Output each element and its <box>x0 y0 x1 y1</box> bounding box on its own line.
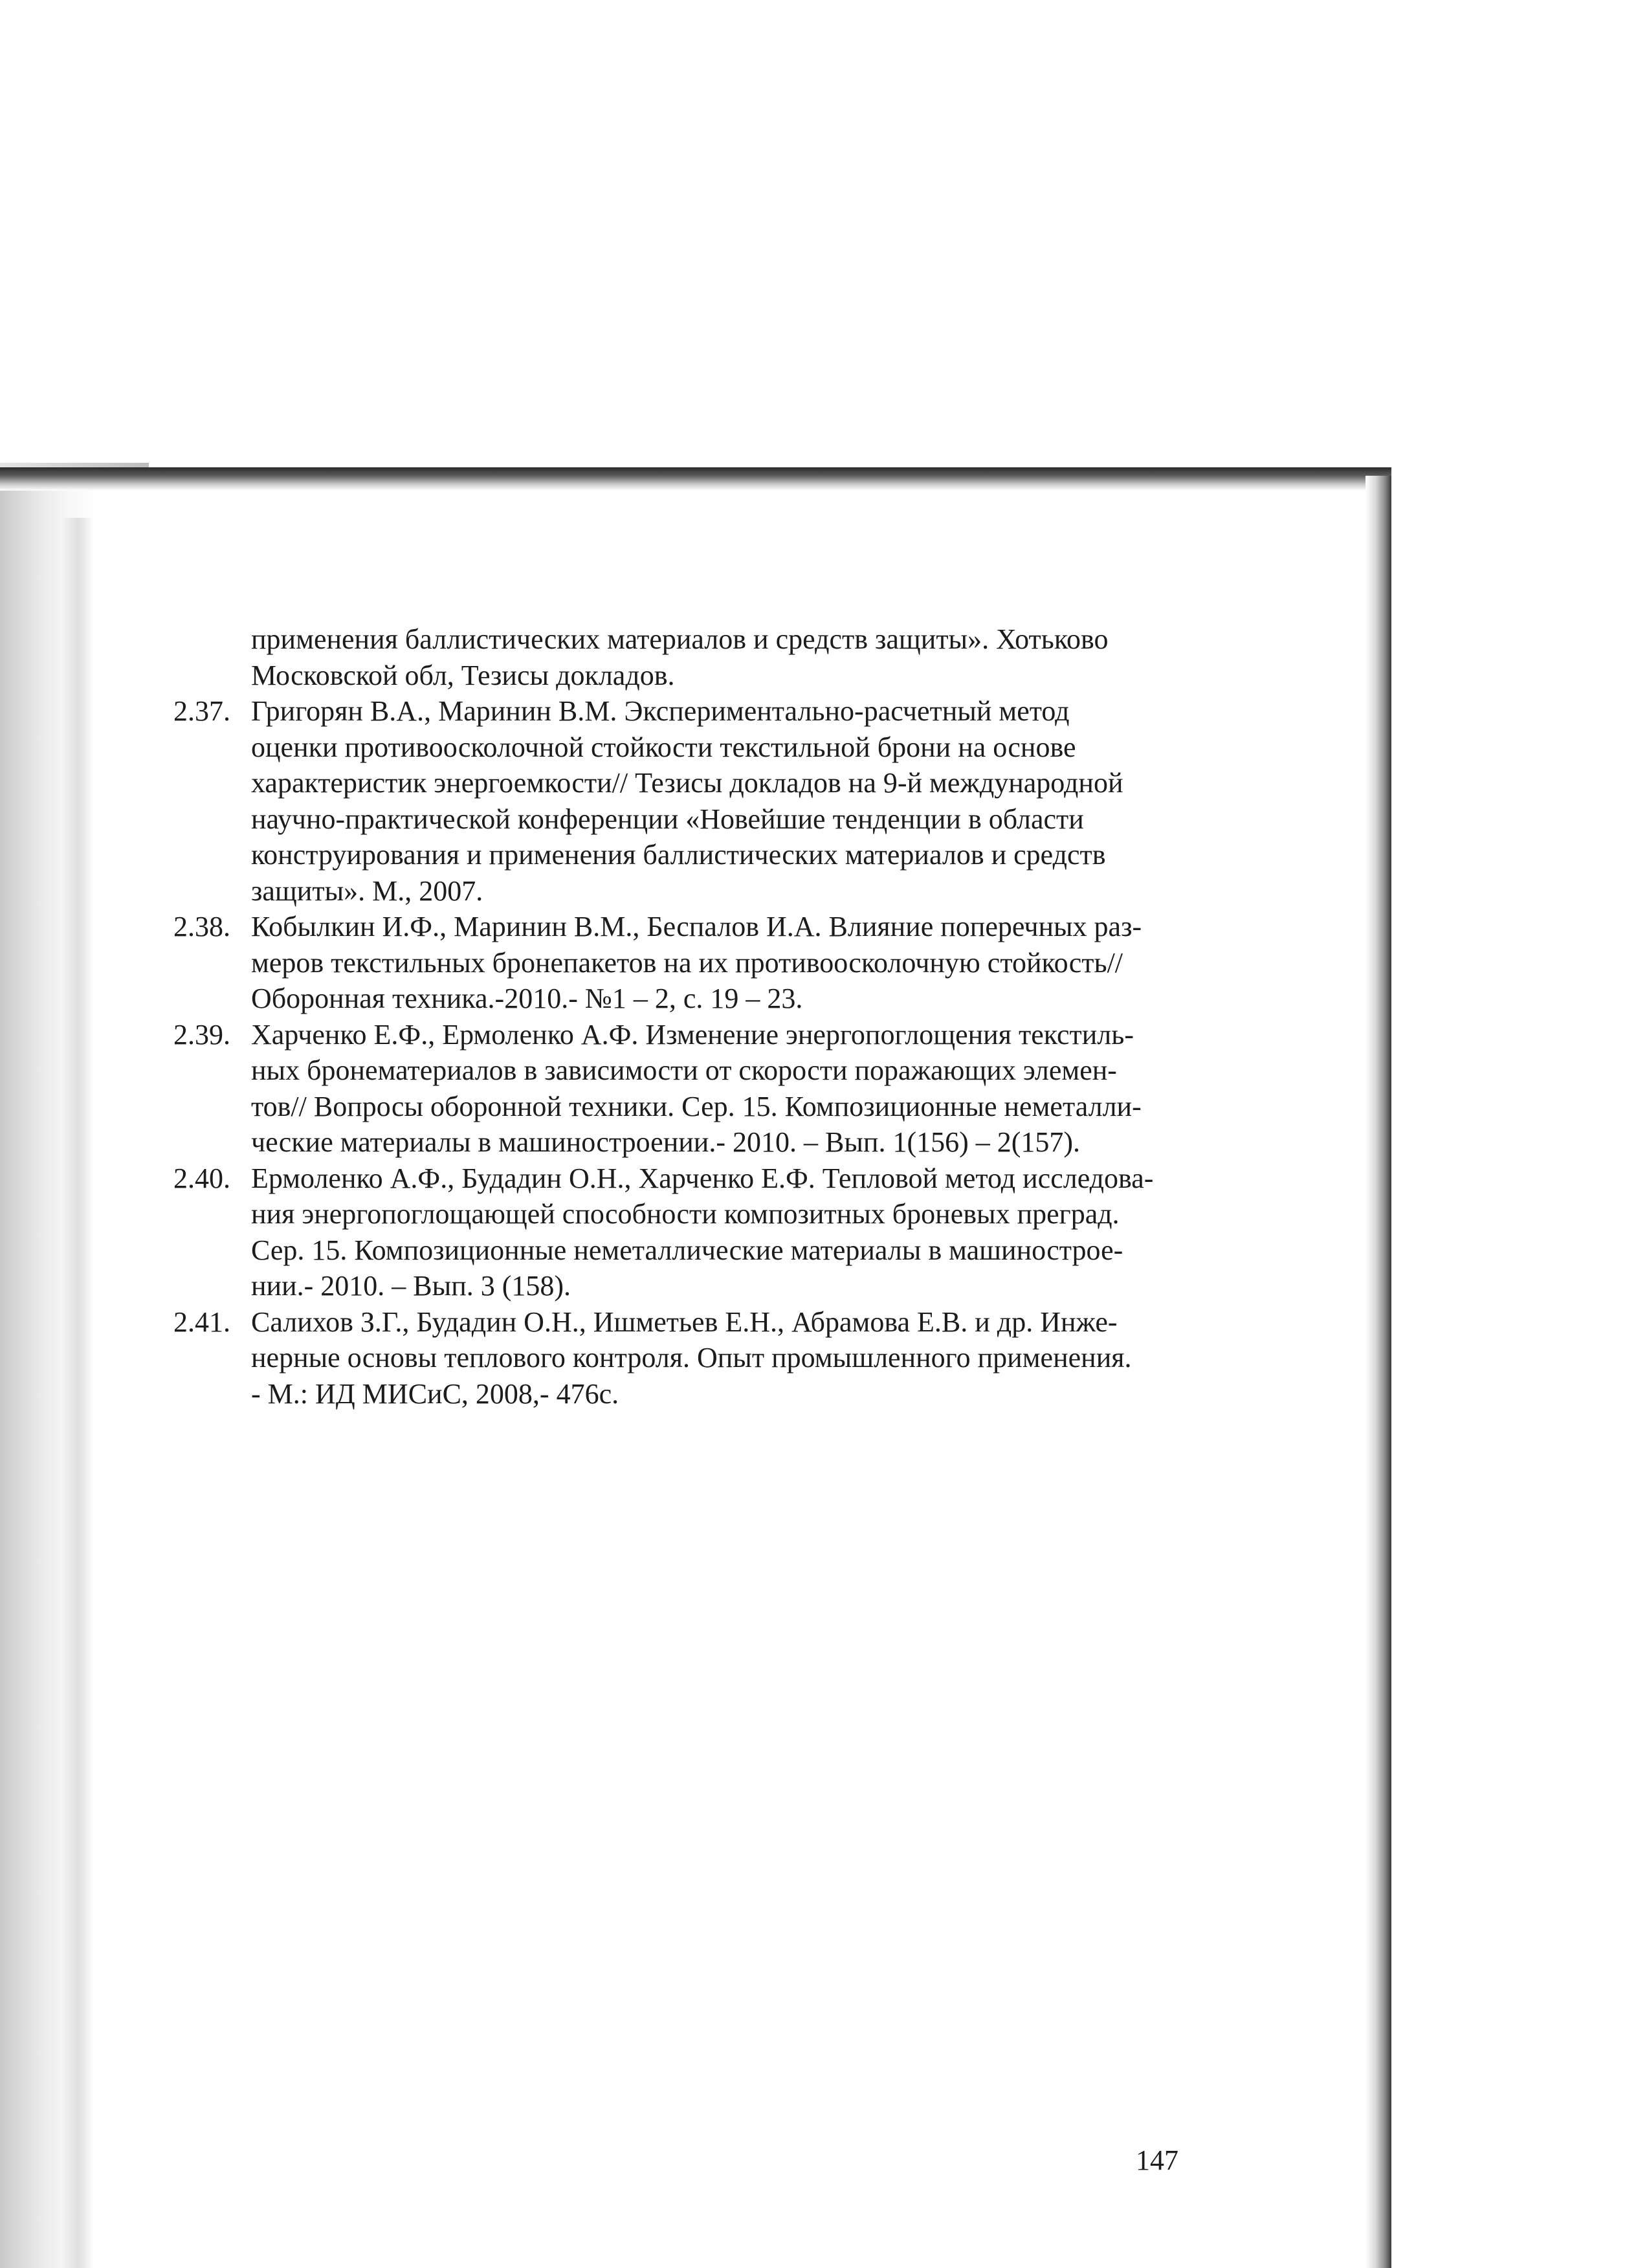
reference-line: Ермоленко А.Ф., Будадин О.Н., Харченко Е.Ф. Тепловой метод исследова- <box>251 1162 1154 1194</box>
scan-shadow-top <box>0 467 1391 491</box>
reference-number: 2.39. <box>173 1018 230 1051</box>
reference-line: Оборонная техника.-2010.- №1 – 2, с. 19 – 23. <box>251 983 803 1014</box>
reference-line: Сер. 15. Композиционные неметаллические материалы в машинострое- <box>251 1234 1123 1266</box>
reference-text <box>251 693 1183 909</box>
reference-line: характеристик энергоемкости// Тезисы докладов на 9-й международной <box>251 767 1123 799</box>
reference-line: защиты». М., 2007. <box>251 874 483 907</box>
reference-line: меров текстильных бронепакетов на их противоосколочную стойкость// <box>251 946 1123 979</box>
reference-entry-2-39 <box>173 1017 1183 1161</box>
reference-line: Салихов З.Г., Будадин О.Н., Ишметьев Е.Н., Абрамова Е.В. и др. Инже- <box>251 1306 1118 1338</box>
reference-text <box>251 909 1183 1017</box>
reference-number: 2.37. <box>173 695 230 727</box>
reference-line: Московской обл, Тезисы докладов. <box>251 659 675 691</box>
reference-line: ния энергопоглощающей способности композитных броневых преград. <box>251 1198 1120 1230</box>
reference-line: Кобылкин И.Ф., Маринин В.М., Беспалов И.А. Влияние поперечных раз- <box>251 911 1142 942</box>
reference-line: применения баллистических материалов и средств защиты». Хотьково <box>251 623 1109 655</box>
reference-line: оценки противоосколочной стойкости текстильной брони на основе <box>251 731 1076 763</box>
reference-line: Харченко Е.Ф., Ермоленко А.Ф. Изменение энергопоглощения текстиль- <box>251 1018 1134 1051</box>
book-spine-shadow <box>61 518 94 2268</box>
reference-text <box>251 1017 1183 1161</box>
reference-line: ческие материалы в машиностроении.- 2010. – Вып. 1(156) – 2(157). <box>251 1126 1081 1158</box>
reference-line: - М.: ИД МИСиС, 2008,- 476с. <box>251 1377 619 1410</box>
reference-line: научно-практической конференции «Новейшие тенденции в области <box>251 803 1084 835</box>
reference-number: 2.41. <box>173 1306 230 1338</box>
reference-text <box>251 1161 1183 1304</box>
scan-shadow-right <box>1365 476 1391 2268</box>
reference-line: конструирования и применения баллистических материалов и средств <box>251 839 1106 871</box>
page-number: 147 <box>1136 2144 1178 2176</box>
reference-list <box>173 621 1183 1412</box>
reference-number: 2.38. <box>173 911 230 942</box>
reference-entry-2-41 <box>173 1304 1183 1412</box>
reference-entry-2-40 <box>173 1161 1183 1304</box>
reference-line: ных бронематериалов в зависимости от скорости поражающих элемен- <box>251 1054 1117 1086</box>
reference-line: тов// Вопросы оборонной техники. Сер. 15. Композиционные неметалли- <box>251 1090 1142 1122</box>
reference-line: нии.- 2010. – Вып. 3 (158). <box>251 1270 571 1302</box>
reference-text <box>251 1304 1183 1412</box>
reference-number: 2.40. <box>173 1162 230 1194</box>
reference-entry-2-37 <box>173 693 1183 909</box>
reference-line: нерные основы теплового контроля. Опыт промышленного применения. <box>251 1342 1132 1373</box>
reference-line: Григорян В.А., Маринин В.М. Экспериментально-расчетный метод <box>251 695 1070 727</box>
reference-entry-continued <box>173 621 1183 693</box>
reference-text <box>251 621 1183 693</box>
reference-entry-2-38 <box>173 909 1183 1017</box>
